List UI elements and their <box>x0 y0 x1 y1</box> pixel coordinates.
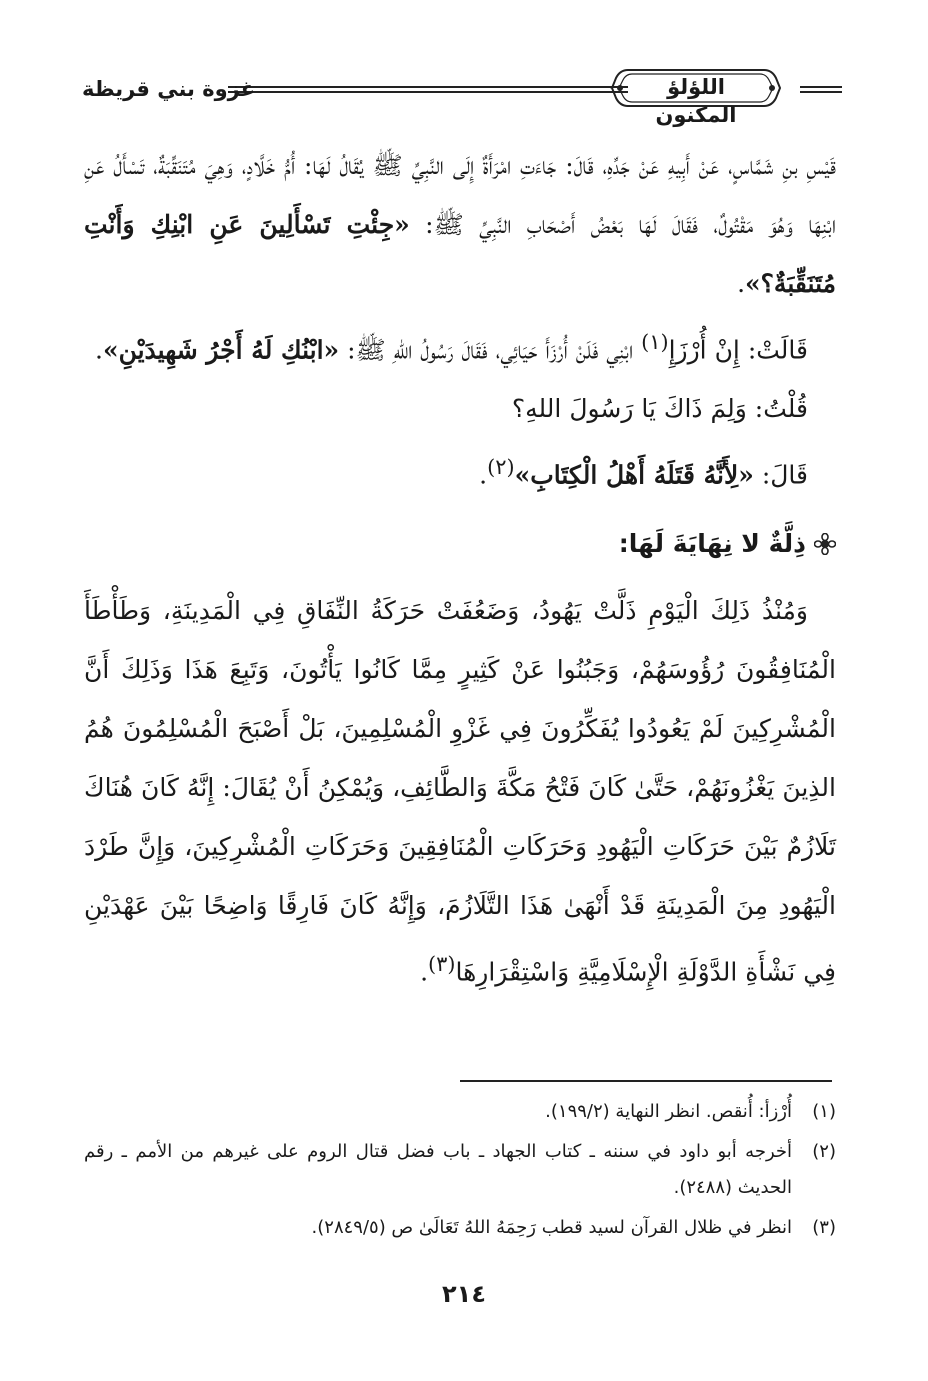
footnote-item <box>84 1134 836 1206</box>
paragraph-4-start: قَالَ: <box>761 460 808 490</box>
paragraph-5 <box>84 581 836 1001</box>
paragraph-2-start: قَالَتْ: إِنْ أُرْزَإِ <box>668 335 808 365</box>
main-text <box>84 136 836 1001</box>
footnote-ref-2[interactable]: (٢) <box>487 455 515 480</box>
footnote-number: (٣) <box>812 1217 836 1238</box>
footnote-text: أخرجه أبو داود في سننه ـ كتاب الجهاد ـ باب فضل قتال الروم على غيرهم من الأمم ـ رقم الحديث (٢٤٨٨). <box>84 1141 792 1198</box>
paragraph-1-end: . <box>737 269 746 298</box>
footnote-text: أُرْزأ: أُنقص. انظر النهاية (١٩٩/٢). <box>545 1101 792 1122</box>
footnote-ref-3[interactable]: (٣) <box>428 951 456 976</box>
footnote-separator <box>460 1080 832 1082</box>
paragraph-2-end: . <box>94 335 103 365</box>
flower-bullet-icon <box>814 533 836 555</box>
footnote-item <box>84 1094 836 1130</box>
section-heading-text: ذِلَّةٌ لا نِهَايَةَ لَهَا: <box>618 528 806 558</box>
paragraph-1-text: قَيْسِ بنِ شَمَّاسٍ، عَنْ أَبِيهِ عَنْ جَدِّهِ، قَالَ: جَاءَتِ امْرَأَةٌ إِلَى النَّبِيِّ ﷺ يُقَالُ لَهَا: أُمُّ خَلَّادٍ، وَهِيَ مُتَنَقِّبَةٌ، تَسْأَلُ عَنِ ابْنِهَا وَهُوَ مَقْتُولٌ، فَقَالَ لَهَا بَعْضُ أَصْحَابِ النَّبِيِّ ﷺ: <box>84 151 836 239</box>
paragraph-4-end: . <box>479 460 488 490</box>
running-header <box>82 62 842 127</box>
hadith-quote-1: «جِئْتِ تَسْأَلِينَ عَنِ ابْنِكِ وَأَنْتِ مُتَنَقِّبَةٌ؟» <box>84 210 836 298</box>
footnote-number: (٢) <box>812 1141 836 1162</box>
paragraph-4 <box>84 438 836 504</box>
paragraph-5-end: . <box>420 956 429 986</box>
book-title: اللؤلؤ المكنون <box>655 75 737 127</box>
hadith-quote-2: «ابْنُكِ لَهُ أَجْرُ شَهِيدَيْنِ» <box>102 335 340 365</box>
paragraph-1 <box>84 136 836 313</box>
footnote-ref-1[interactable]: (١) <box>641 330 669 354</box>
footnote-item <box>84 1210 836 1246</box>
header-rule-left <box>228 86 628 93</box>
header-rule-right <box>800 86 842 93</box>
footnotes <box>84 1094 836 1250</box>
section-heading <box>84 519 836 569</box>
paragraph-3: قُلْتُ: وَلِمَ ذَاكَ يَا رَسُولَ اللهِ؟ <box>511 394 808 424</box>
footnote-text: انظر في ظلال القرآن لسيد قطب رَحِمَهُ اللهُ تَعَالَىٰ ص (٢٨٤٩/٥). <box>311 1217 792 1238</box>
hadith-quote-3: «لِأَنَّهُ قَتَلَهُ أَهْلُ الْكِتَابِ» <box>514 460 754 490</box>
page-number: ٢١٤ <box>442 1280 486 1308</box>
chapter-title: غزوة بني قريظة <box>82 77 256 101</box>
paragraph-2 <box>84 313 836 379</box>
title-ornament-frame <box>610 64 782 127</box>
paragraph-2-mid: ابْنِي فَلَنْ أُرْزَأَ حَيَائِي، فَقَالَ رَسُولُ اللهِ ﷺ: <box>347 335 642 365</box>
paragraph-5-text: وَمُنْذُ ذَلِكَ الْيَوْمِ ذَلَّتْ يَهُودُ، وَضَعُفَتْ حَرَكَةُ النِّفَاقِ فِي الْمَدِينَةِ، وَطَأْطَأَ الْمُنَافِقُونَ رُؤُوسَهُمْ، وَجَبُنُوا عَنْ كَثِيرٍ مِمَّا كَانُوا يَأْتُونَ، وَتَبِعَ هَذَا وَذَلِكَ أَنَّ الْمُشْرِكِينَ لَمْ يَعُودُوا يُفَكِّرُونَ فِي غَزْوِ الْمُسْلِمِينَ، بَلْ أَصْبَحَ الْمُسْلِمُونَ هُمُ الذِينَ يَغْزُونَهُمْ، حَتَّىٰ كَانَ فَتْحُ مَكَّةَ وَالطَّائِفِ، وَيُمْكِنُ أَنْ يُقَالَ: إِنَّهُ كَانَ هُنَاكَ تَلَازُمٌ بَيْنَ حَرَكَاتِ الْيَهُودِ وَحَرَكَاتِ الْمُنَافِقِينَ وَحَرَكَاتِ الْمُشْرِكِينَ، وَإِنَّ طَرْدَ الْيَهُودِ مِنَ الْمَدِينَةِ قَدْ أَنْهَىٰ هَذَا التَّلَازُمَ، وَإِنَّهُ كَانَ فَارِقًا وَاضِحًا بَيْنَ عَهْدَيْنِ فِي نَشْأَةِ الدَّوْلَةِ الْإِسْلَامِيَّةِ وَاسْتِقْرَارِهَا <box>84 595 836 986</box>
footnote-number: (١) <box>812 1101 836 1122</box>
